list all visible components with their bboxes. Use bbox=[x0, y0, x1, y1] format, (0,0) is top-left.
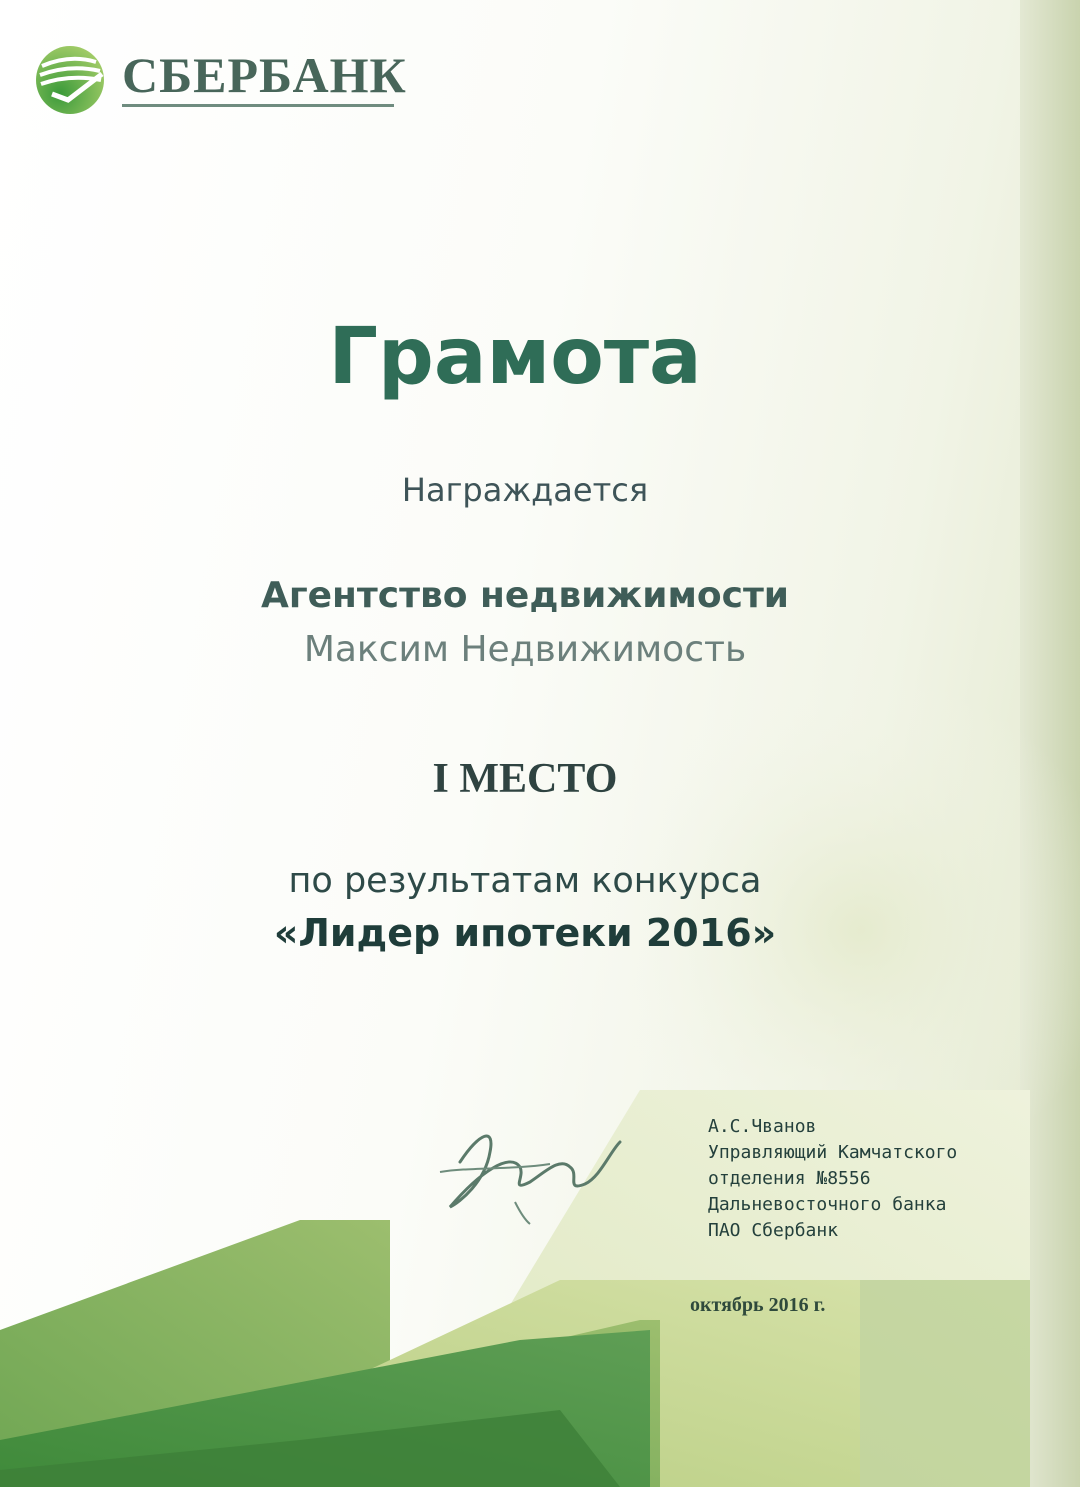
handwritten-signature bbox=[420, 1112, 640, 1232]
stripe-right-block bbox=[860, 1280, 1030, 1487]
results-line: по результатам конкурса bbox=[288, 861, 762, 901]
recipient-line-1: Агентство недвижимости bbox=[260, 575, 790, 616]
sberbank-logo-icon bbox=[34, 44, 106, 116]
signer-name: А.С.Чванов bbox=[708, 1116, 817, 1137]
certificate-title: Грамота bbox=[328, 312, 702, 402]
awarded-label: Награждается bbox=[401, 471, 649, 509]
place-award: I МЕСТО bbox=[432, 756, 618, 802]
bank-name-logo: СБЕРБАНК bbox=[122, 47, 407, 103]
signer-position-line: Управляющий Камчатского bbox=[708, 1142, 958, 1163]
certificate-date: октябрь 2016 г. bbox=[690, 1294, 826, 1316]
signer-position-line: Дальневосточного банка bbox=[708, 1194, 947, 1215]
recipient-line-2: Максим Недвижимость bbox=[303, 629, 747, 670]
logo-underline bbox=[122, 104, 394, 107]
contest-name: «Лидер ипотеки 2016» bbox=[273, 911, 777, 955]
signer-position-line: ПАО Сбербанк bbox=[708, 1220, 839, 1241]
signer-position-line: отделения №8556 bbox=[708, 1168, 871, 1189]
signer-block bbox=[708, 1114, 1008, 1244]
